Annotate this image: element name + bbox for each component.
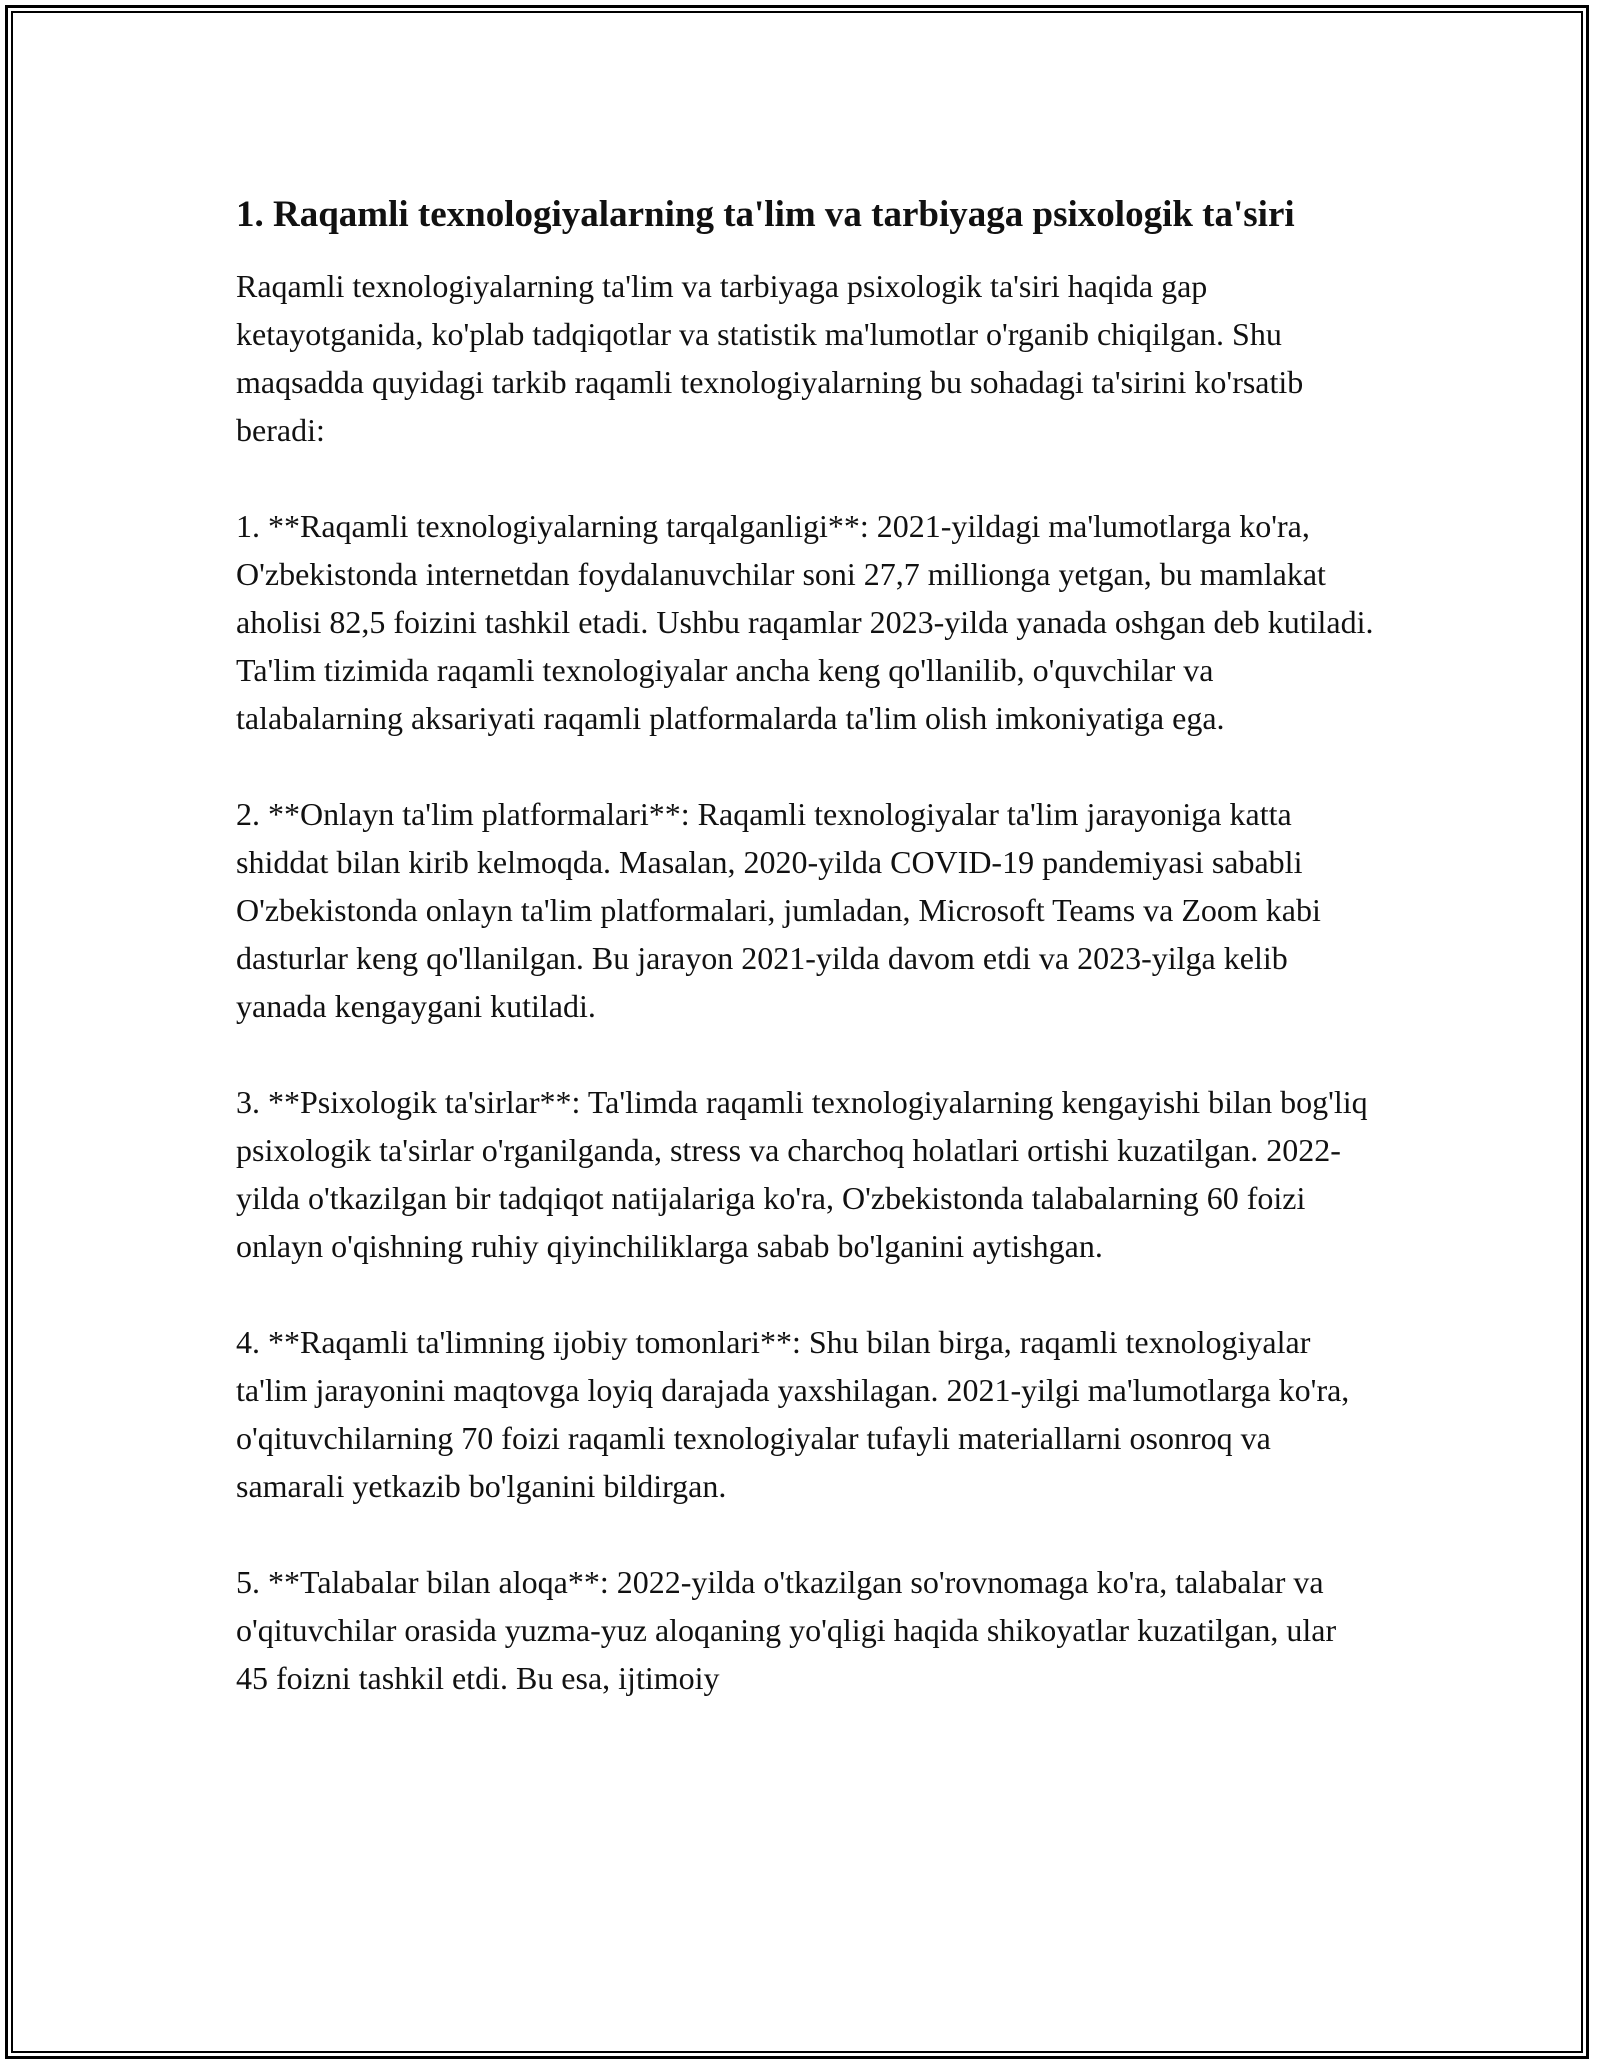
list-item-1: 1. **Raqamli texnologiyalarning tarqalganligi**: 2021-yildagi ma'lumotlarga ko'ra, O'zbekistonda internetdan foydalanuvchilar soni 27,7 millionga yetgan, bu mamlakat aholisi 82,5 foizini tashkil etadi. Ushbu raqamlar 2023-yilda yanada oshgan deb kutiladi. Ta'lim tizimida raqamli texnologiyalar ancha keng qo'llanilib, o'quvchilar va talabalarning aksariyati raqamli platformalarda ta'lim olish imkoniyatiga ega.: [236, 508, 1374, 736]
list-item-3: 3. **Psixologik ta'sirlar**: Ta'limda raqamli texnologiyalarning kengayishi bilan bog'liq psixologik ta'sirlar o'rganilganda, stress va charchoq holatlari ortishi kuzatilgan. 2022-yilda o'tkazilgan bir tadqiqot natijalariga ko'ra, O'zbekistonda talabalarning 60 foizi onlayn o'qishning ruhiy qiyinchiliklarga sabab bo'lganini aytishgan.: [236, 1084, 1368, 1264]
list-item-4: 4. **Raqamli ta'limning ijobiy tomonlari**: Shu bilan birga, raqamli texnologiyalar ta'lim jarayonini maqtovga loyiq darajada yaxshilagan. 2021-yilgi ma'lumotlarga ko'ra, o'qituvchilarning 70 foizi raqamli texnologiyalar tufayli materiallarni osonroq va samarali yetkazib bo'lganini bildirgan.: [236, 1324, 1350, 1504]
list-item-5: 5. **Talabalar bilan aloqa**: 2022-yilda o'tkazilgan so'rovnomaga ko'ra, talabalar va o'qituvchilar orasida yuzma-yuz aloqaning yo'qligi haqida shikoyatlar kuzatilgan, ular 45 foizni tashkil etdi. Bu esa, ijtimoiy: [236, 1564, 1337, 1696]
document-page: [236, 187, 1376, 1750]
list-item-2: 2. **Onlayn ta'lim platformalari**: Raqamli texnologiyalar ta'lim jarayoniga katta shiddat bilan kirib kelmoqda. Masalan, 2020-yilda COVID-19 pandemiyasi sababli O'zbekistonda onlayn ta'lim platformalari, jumladan, Microsoft Teams va Zoom kabi dasturlar keng qo'llanilgan. Bu jarayon 2021-yilda davom etdi va 2023-yilga kelib yanada kengaygani kutiladi.: [236, 796, 1321, 1024]
intro-paragraph: Raqamli texnologiyalarning ta'lim va tarbiyaga psixologik ta'siri haqida gap ketayotganida, ko'plab tadqiqotlar va statistik ma'lumotlar o'rganib chiqilgan. Shu maqsadda quyidagi tarkib raqamli texnologiyalarning bu sohadagi ta'sirini ko'rsatib beradi:: [236, 268, 1304, 448]
section-title: 1. Raqamli texnologiyalarning ta'lim va tarbiyaga psixologik ta'siri: [236, 194, 1295, 235]
